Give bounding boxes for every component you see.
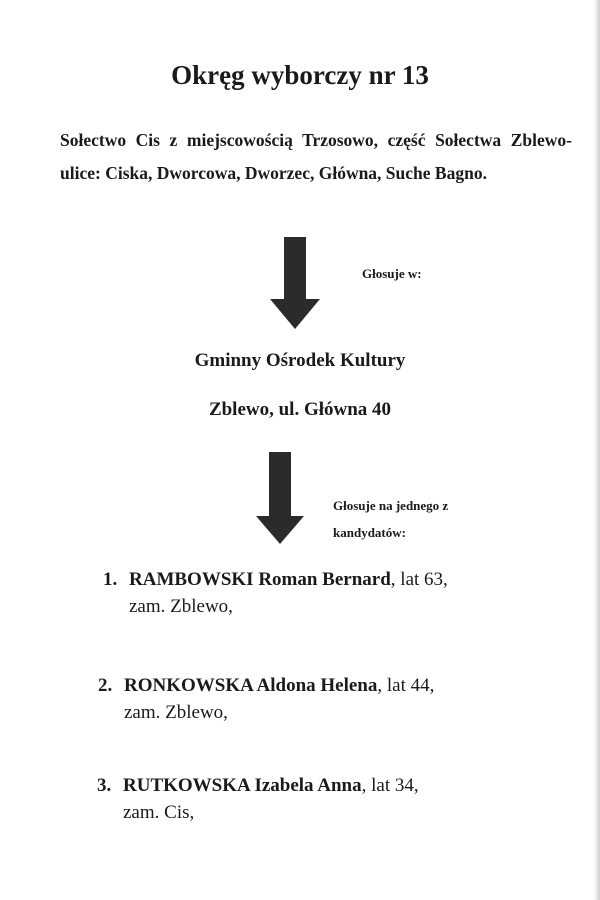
candidate-residence: zam. Zblewo, — [129, 596, 233, 617]
arrow-shaft — [284, 237, 306, 301]
candidate-residence: zam. Cis, — [123, 802, 195, 823]
candidates-label-line1: Głosuje na jednego z — [333, 498, 449, 513]
candidate-age: , lat 34, — [361, 775, 419, 796]
arrow-head — [270, 299, 320, 329]
candidate-item — [98, 672, 434, 726]
candidate-name: RUTKOWSKA Izabela Anna — [123, 775, 362, 796]
district-area-description: Sołectwo Cis z miejscowością Trzosowo, część Sołectwa Zblewo-ulice: Ciska, Dworcowa, Dworzec, Główna, Suche Bagno. — [60, 130, 572, 183]
candidate-residence: zam. Zblewo, — [124, 702, 228, 723]
candidate-item — [97, 772, 419, 826]
candidate-age: , lat 63, — [390, 569, 448, 590]
candidate-item — [103, 566, 448, 620]
candidate-number: 1. — [103, 569, 118, 590]
venue-address: Zblewo, ul. Główna 40 — [208, 399, 392, 420]
candidates-label-line2: kandydatów: — [333, 525, 406, 540]
arrow-down-icon — [256, 452, 304, 544]
arrow-shaft — [269, 452, 291, 518]
candidate-number: 3. — [97, 775, 112, 796]
venue-name: Gminny Ośrodek Kultury — [194, 350, 406, 371]
page-edge-shadow — [594, 0, 600, 900]
candidate-number: 2. — [98, 675, 113, 696]
candidate-name: RONKOWSKA Aldona Helena — [124, 675, 378, 696]
vote-in-label: Głosuje w: — [362, 266, 422, 281]
candidate-age: , lat 44, — [377, 675, 435, 696]
candidates-label — [333, 492, 533, 546]
candidate-name: RAMBOWSKI Roman Bernard — [129, 569, 391, 590]
arrow-down-icon — [270, 237, 320, 329]
arrow-head — [256, 516, 304, 544]
page-title: Okręg wyborczy nr 13 — [171, 60, 429, 90]
